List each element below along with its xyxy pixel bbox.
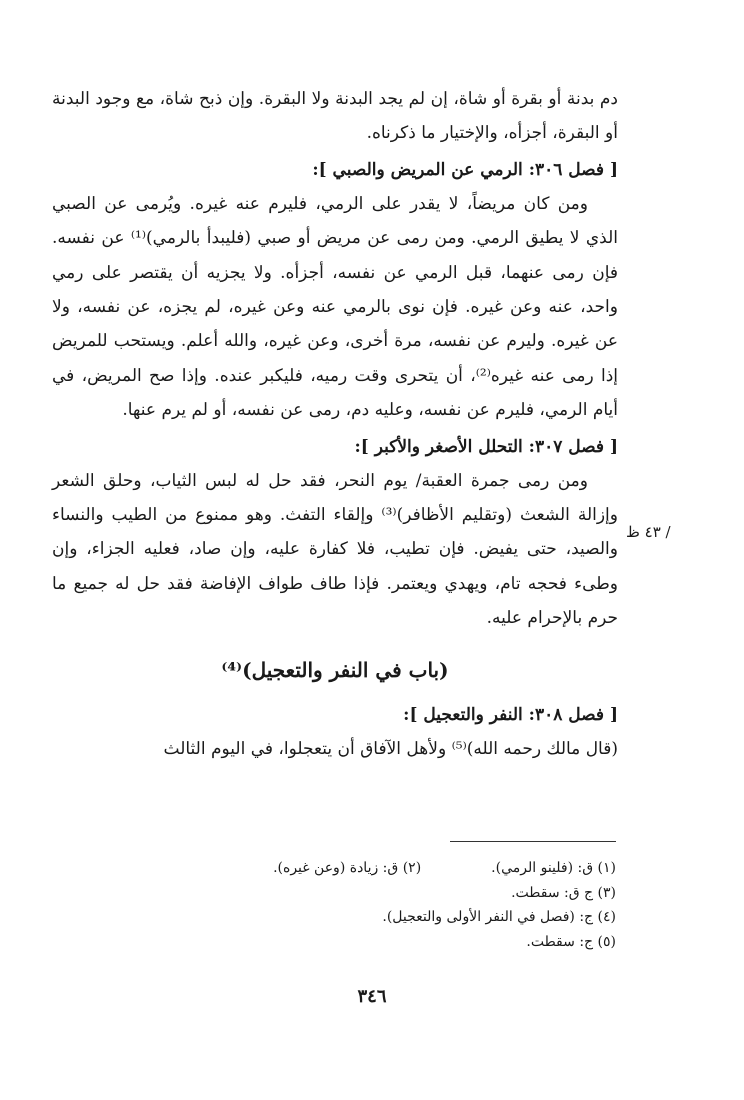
manuscript-folio-note: / ٤٣ ظ xyxy=(626,523,671,541)
section-308-heading: [ فصل ٣٠٨: النفر والتعجيل ]: xyxy=(403,704,618,725)
section-306-text: ومن كان مريضاً، لا يقدر على الرمي، فليرم عنه غيره. ويُرمى عن الصبي الذي لا يطيق الرمي. ومن رمى عن مريض أو صبي (فليبدأ بالرمي)⁽¹⁾ عن نفسه. فإن رمى عنهما، قبل الرمي عن نفسه، أجزأه. ولا يجزيه أن يقتصر على رمي واحد، عنه وعن غيره. فإن نوى بالرمي عنه وعن غيره، لم يجزه، عن نفسه، ولا عن غيره. وليرم عن نفسه، مرة أخرى، وعن غيره، والله أعلم. ويستحب للمريض إذا رمى عنه غيره⁽²⁾، أن يتحرى وقت رميه، فليكبر عنده. وإذا صح المريض، في أيام الرمي، فليرم عن نفسه، وعليه دم، رمى عن نفسه، أو لم يرم عنها. xyxy=(52,193,618,421)
footnote-2: (٢) ق: زيادة (وعن غيره). xyxy=(273,860,422,876)
intro-paragraph: دم بدنة أو بقرة أو شاة، إن لم يجد البدنة ولا البقرة. وإن ذبح شاة، مع وجود البدنة أو البقرة، أجزأه، والإختيار ما ذكرناه. xyxy=(52,89,619,144)
section-307-text: ومن رمى جمرة العقبة/ يوم النحر، فقد حل له لبس الثياب، وحلق الشعر وإزالة الشعث (وتقليم الأظافر)⁽³⁾ وإلقاء التفث. وهو ممنوع من الطيب والنساء والصيد، حتى يفيض. فإن تطيب، فلا كفارة عليه، وإن صاد، فعليه الجزاء، وإن وطىء فحجه تام، ويهدي ويعتمر. فإذا طاف طواف الإفاضة فقد حل له جميع ما حرم بالإحرام عليه. xyxy=(52,470,618,629)
section-308-text: (قال مالك رحمه الله)⁽⁵⁾ ولأهل الآفاق أن يتعجلوا، في اليوم الثالث xyxy=(163,738,618,759)
footnote-divider xyxy=(450,841,616,842)
footnote-3: (٣) ج ق: سقطت. xyxy=(511,884,616,901)
footnote-4: (٤) ج: (فصل في النفر الأولى والتعجيل). xyxy=(382,909,616,925)
section-307-heading: [ فصل ٣٠٧: التحلل الأصغر والأكبر ]: xyxy=(354,436,618,457)
page-number: ٣٤٦ xyxy=(357,986,387,1007)
footnote-1: (١) ق: (فلينو الرمي). xyxy=(491,860,616,876)
footnotes xyxy=(136,856,616,954)
main-text xyxy=(52,82,618,766)
footnote-5: (٥) ج: سقطت. xyxy=(526,933,616,950)
chapter-title: (باب في النفر والتعجيل)⁽⁴⁾ xyxy=(221,657,449,682)
section-306-heading: [ فصل ٣٠٦: الرمي عن المريض والصبي ]: xyxy=(312,159,618,180)
